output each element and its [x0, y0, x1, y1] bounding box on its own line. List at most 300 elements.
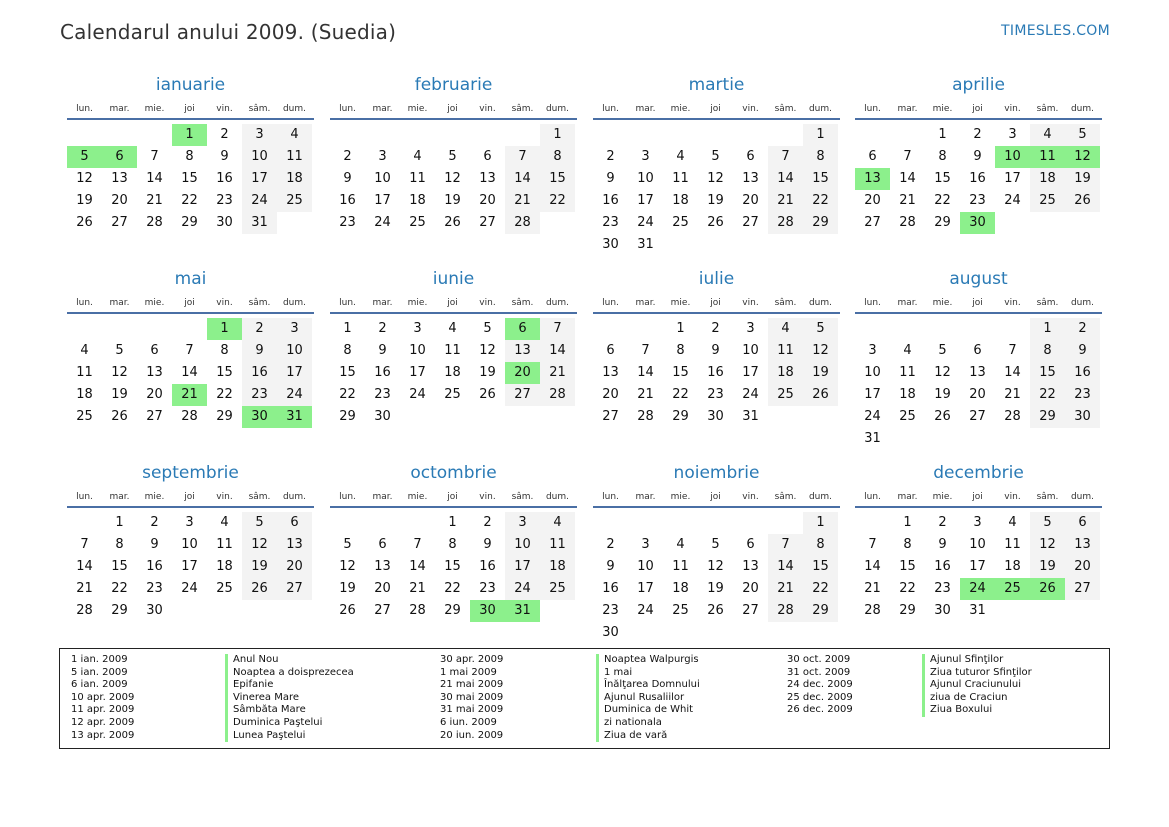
day-cell: 29 [1039, 409, 1056, 424]
legend-date: 12 apr. 2009 [71, 716, 135, 728]
day-cell: 5 [483, 321, 492, 336]
legend-date: 24 dec. 2009 [787, 679, 853, 691]
day-cell: 12 [251, 537, 268, 552]
day-cell: 17 [251, 171, 268, 186]
day-cell: 14 [514, 171, 531, 186]
month-noiembrie [593, 462, 840, 640]
day-grid [593, 508, 840, 640]
day-cell: 3 [868, 343, 877, 358]
weekday-label: dum. [282, 492, 307, 502]
weekday-label: joi [710, 492, 721, 502]
day-cell: 15 [812, 171, 829, 186]
day-cell: 15 [339, 365, 356, 380]
day-cell: 23 [479, 581, 496, 596]
day-cell: 16 [602, 193, 619, 208]
holiday-day-cell: 5 [67, 146, 102, 168]
day-cell: 31 [637, 237, 654, 252]
day-cell: 8 [816, 149, 825, 164]
day-cell: 20 [742, 193, 759, 208]
month-mai [67, 268, 314, 446]
day-cell: 27 [1074, 581, 1091, 596]
holiday-day-cell: 24 [960, 578, 995, 600]
day-cell: 23 [934, 581, 951, 596]
day-cell: 21 [146, 193, 163, 208]
holiday-day-cell: 30 [470, 600, 505, 622]
day-cell: 15 [934, 171, 951, 186]
day-cell: 23 [146, 581, 163, 596]
day-cell: 29 [812, 603, 829, 618]
day-cell: 14 [1004, 365, 1021, 380]
day-cell: 24 [637, 215, 654, 230]
day-cell: 26 [1074, 193, 1091, 208]
day-cell: 8 [903, 537, 912, 552]
weekday-label: lun. [339, 104, 356, 114]
day-cell: 22 [934, 193, 951, 208]
day-cell: 28 [76, 603, 93, 618]
day-cell: 8 [938, 149, 947, 164]
day-cell: 9 [150, 537, 159, 552]
day-cell: 2 [711, 321, 720, 336]
legend-date: 26 dec. 2009 [787, 704, 853, 716]
day-cell: 28 [777, 603, 794, 618]
day-cell: 17 [181, 559, 198, 574]
day-cell: 21 [1004, 387, 1021, 402]
weekday-label: mar. [109, 298, 130, 308]
day-cell: 19 [1074, 171, 1091, 186]
day-cell: 25 [1039, 193, 1056, 208]
weekday-label: vin. [742, 104, 759, 114]
weekday-label: dum. [1070, 104, 1095, 114]
month-martie [593, 74, 840, 252]
legend-date: 10 apr. 2009 [71, 691, 135, 703]
weekday-label: mar. [635, 492, 656, 502]
day-cell: 24 [251, 193, 268, 208]
day-cell: 22 [1039, 387, 1056, 402]
day-cell: 6 [746, 537, 755, 552]
day-cell: 22 [111, 581, 128, 596]
day-cell: 20 [602, 387, 619, 402]
legend-date: 11 apr. 2009 [71, 704, 135, 716]
weekday-label: joi [972, 492, 983, 502]
day-cell: 7 [641, 343, 650, 358]
weekday-label: sâm. [1036, 492, 1059, 502]
day-cell: 25 [899, 409, 916, 424]
day-cell: 1 [1043, 321, 1052, 336]
day-cell: 5 [448, 149, 457, 164]
day-cell: 17 [374, 193, 391, 208]
weekday-label: mar. [635, 298, 656, 308]
day-cell: 28 [181, 409, 198, 424]
day-cell: 11 [216, 537, 233, 552]
day-cell: 4 [448, 321, 457, 336]
day-cell: 19 [444, 193, 461, 208]
day-cell: 17 [742, 365, 759, 380]
day-cell: 28 [864, 603, 881, 618]
day-cell: 9 [483, 537, 492, 552]
day-cell: 15 [672, 365, 689, 380]
day-cell: 6 [483, 149, 492, 164]
weekday-label: joi [447, 298, 458, 308]
day-cell: 8 [676, 343, 685, 358]
weekday-label: mie. [407, 298, 428, 308]
holiday-day-cell: 10 [995, 146, 1030, 168]
legend-holiday-name: Ziua de vară [596, 730, 700, 743]
holiday-day-cell: 6 [102, 146, 137, 168]
day-cell: 5 [343, 537, 352, 552]
day-grid [330, 120, 577, 252]
day-cell: 30 [934, 603, 951, 618]
day-cell: 27 [286, 581, 303, 596]
month-name: noiembrie [673, 463, 760, 483]
day-cell: 7 [518, 149, 527, 164]
weekday-label: lun. [864, 298, 881, 308]
day-cell: 2 [343, 149, 352, 164]
day-cell: 15 [181, 171, 198, 186]
day-grid [67, 508, 314, 640]
weekday-header [593, 294, 840, 314]
weekday-label: lun. [76, 298, 93, 308]
day-cell: 20 [864, 193, 881, 208]
legend-holiday-name: Duminica de Whit [596, 704, 700, 717]
holiday-day-cell: 1 [172, 124, 207, 146]
day-cell: 4 [1008, 515, 1017, 530]
weekday-label: mar. [372, 104, 393, 114]
day-cell: 6 [746, 149, 755, 164]
weekday-header [855, 100, 1102, 120]
day-cell: 10 [374, 171, 391, 186]
day-cell: 27 [111, 215, 128, 230]
day-cell: 17 [637, 193, 654, 208]
legend-name-column [596, 654, 700, 742]
day-cell: 31 [742, 409, 759, 424]
day-cell: 19 [251, 559, 268, 574]
month-name: iulie [698, 269, 735, 289]
holiday-day-cell: 30 [242, 406, 277, 428]
day-cell: 5 [115, 343, 124, 358]
day-cell: 10 [181, 537, 198, 552]
day-cell: 16 [1074, 365, 1091, 380]
day-cell: 14 [549, 343, 566, 358]
day-cell: 18 [672, 193, 689, 208]
day-cell: 8 [185, 149, 194, 164]
day-cell: 24 [374, 215, 391, 230]
legend-date: 1 mai 2009 [440, 666, 497, 678]
day-cell: 16 [934, 559, 951, 574]
day-cell: 12 [111, 365, 128, 380]
weekday-label: dum. [545, 104, 570, 114]
weekday-label: joi [972, 104, 983, 114]
day-cell: 4 [676, 537, 685, 552]
day-cell: 2 [150, 515, 159, 530]
holiday-day-cell: 20 [505, 362, 540, 384]
day-cell: 28 [549, 387, 566, 402]
weekday-label: mar. [372, 492, 393, 502]
day-cell: 18 [76, 387, 93, 402]
legend-holiday-name: Ziua Boxului [922, 704, 1032, 717]
day-cell: 4 [676, 149, 685, 164]
day-cell: 11 [777, 343, 794, 358]
day-cell: 3 [518, 515, 527, 530]
day-cell: 11 [444, 343, 461, 358]
brand-link[interactable]: TIMESLES.COM [1001, 23, 1110, 39]
day-cell: 11 [549, 537, 566, 552]
day-cell: 22 [672, 387, 689, 402]
month-septembrie [67, 462, 314, 640]
day-cell: 25 [286, 193, 303, 208]
day-cell: 23 [707, 387, 724, 402]
day-cell: 19 [812, 365, 829, 380]
day-cell: 16 [374, 365, 391, 380]
weekday-label: mar. [635, 104, 656, 114]
day-cell: 18 [549, 559, 566, 574]
day-cell: 3 [641, 149, 650, 164]
day-cell: 14 [637, 365, 654, 380]
weekday-label: lun. [339, 492, 356, 502]
day-cell: 3 [413, 321, 422, 336]
month-iunie [330, 268, 577, 446]
holiday-day-cell: 21 [172, 384, 207, 406]
day-cell: 23 [216, 193, 233, 208]
weekday-header [67, 100, 314, 120]
day-cell: 20 [479, 193, 496, 208]
legend-date: 25 dec. 2009 [787, 691, 853, 703]
day-cell: 11 [286, 149, 303, 164]
day-grid [855, 314, 1102, 446]
day-grid [330, 508, 577, 640]
weekday-label: lun. [602, 492, 619, 502]
weekday-label: sâm. [248, 298, 271, 308]
day-cell: 10 [514, 537, 531, 552]
day-cell: 4 [553, 515, 562, 530]
day-cell: 17 [286, 365, 303, 380]
day-cell: 13 [374, 559, 391, 574]
weekday-label: mie. [932, 298, 953, 308]
legend-holiday-name: Ajunul Rusaliilor [596, 692, 700, 705]
weekday-header [330, 488, 577, 508]
day-cell: 13 [479, 171, 496, 186]
day-cell: 24 [864, 409, 881, 424]
day-cell: 22 [812, 581, 829, 596]
day-cell: 15 [549, 171, 566, 186]
day-cell: 18 [409, 193, 426, 208]
weekday-label: dum. [808, 104, 833, 114]
day-cell: 28 [146, 215, 163, 230]
day-cell: 3 [185, 515, 194, 530]
day-cell: 24 [742, 387, 759, 402]
weekday-header [855, 488, 1102, 508]
day-cell: 18 [444, 365, 461, 380]
day-cell: 2 [378, 321, 387, 336]
day-cell: 11 [672, 559, 689, 574]
day-cell: 21 [409, 581, 426, 596]
day-cell: 4 [1043, 127, 1052, 142]
day-cell: 5 [1043, 515, 1052, 530]
day-cell: 6 [378, 537, 387, 552]
legend-holiday-name: ziua de Craciun [922, 692, 1032, 705]
legend-date: 6 iun. 2009 [440, 716, 497, 728]
weekday-header [67, 294, 314, 314]
day-cell: 14 [899, 171, 916, 186]
day-cell: 30 [707, 409, 724, 424]
day-cell: 3 [255, 127, 264, 142]
weekday-header [593, 488, 840, 508]
weekday-label: dum. [545, 298, 570, 308]
holiday-day-cell: 31 [277, 406, 312, 428]
weekday-label: sâm. [511, 104, 534, 114]
legend-holiday-name: Anul Nou [225, 654, 354, 667]
day-cell: 19 [707, 193, 724, 208]
day-cell: 9 [378, 343, 387, 358]
day-cell: 14 [146, 171, 163, 186]
weekday-label: dum. [282, 298, 307, 308]
day-cell: 20 [146, 387, 163, 402]
day-cell: 25 [672, 603, 689, 618]
day-cell: 14 [76, 559, 93, 574]
legend-holiday-name: Sâmbăta Mare [225, 704, 354, 717]
day-cell: 16 [251, 365, 268, 380]
month-ianuarie [67, 74, 314, 252]
day-cell: 16 [602, 581, 619, 596]
day-cell: 9 [973, 149, 982, 164]
weekday-label: vin. [1004, 492, 1021, 502]
day-cell: 2 [1078, 321, 1087, 336]
holiday-day-cell: 25 [995, 578, 1030, 600]
legend-holiday-name: 1 mai [596, 667, 700, 680]
day-cell: 6 [150, 343, 159, 358]
day-cell: 25 [549, 581, 566, 596]
day-cell: 12 [76, 171, 93, 186]
holiday-legend [59, 648, 1110, 749]
day-cell: 2 [606, 537, 615, 552]
day-cell: 25 [777, 387, 794, 402]
day-cell: 16 [216, 171, 233, 186]
day-cell: 26 [479, 387, 496, 402]
day-cell: 28 [899, 215, 916, 230]
day-cell: 10 [969, 537, 986, 552]
weekday-label: dum. [1070, 492, 1095, 502]
day-cell: 4 [220, 515, 229, 530]
weekday-label: lun. [76, 492, 93, 502]
day-cell: 12 [479, 343, 496, 358]
day-grid [67, 120, 314, 252]
day-cell: 9 [220, 149, 229, 164]
weekday-label: mar. [897, 104, 918, 114]
day-cell: 15 [111, 559, 128, 574]
day-cell: 31 [864, 431, 881, 446]
day-cell: 27 [969, 409, 986, 424]
legend-date: 20 iun. 2009 [440, 729, 504, 741]
day-cell: 10 [864, 365, 881, 380]
day-cell: 1 [553, 127, 562, 142]
month-februarie [330, 74, 577, 252]
weekday-label: joi [447, 104, 458, 114]
day-cell: 27 [374, 603, 391, 618]
day-cell: 4 [413, 149, 422, 164]
day-cell: 14 [181, 365, 198, 380]
day-cell: 31 [251, 215, 268, 230]
day-cell: 21 [514, 193, 531, 208]
day-cell: 10 [742, 343, 759, 358]
legend-date: 31 mai 2009 [440, 704, 504, 716]
weekday-label: joi [184, 298, 195, 308]
weekday-label: lun. [864, 492, 881, 502]
day-cell: 16 [707, 365, 724, 380]
weekday-label: joi [710, 104, 721, 114]
day-cell: 13 [146, 365, 163, 380]
day-cell: 18 [286, 171, 303, 186]
day-cell: 26 [444, 215, 461, 230]
day-cell: 2 [938, 515, 947, 530]
month-name: aprilie [952, 75, 1005, 95]
weekday-label: joi [447, 492, 458, 502]
month-name: februarie [414, 75, 493, 95]
weekday-label: vin. [216, 492, 233, 502]
holiday-day-cell: 11 [1030, 146, 1065, 168]
day-cell: 11 [899, 365, 916, 380]
day-cell: 10 [637, 559, 654, 574]
day-cell: 19 [1039, 559, 1056, 574]
day-cell: 8 [115, 537, 124, 552]
day-cell: 7 [868, 537, 877, 552]
day-cell: 29 [444, 603, 461, 618]
day-cell: 25 [444, 387, 461, 402]
weekday-label: dum. [1070, 298, 1095, 308]
day-cell: 10 [251, 149, 268, 164]
day-cell: 8 [816, 537, 825, 552]
day-cell: 7 [781, 149, 790, 164]
day-cell: 5 [816, 321, 825, 336]
day-cell: 23 [251, 387, 268, 402]
day-cell: 29 [181, 215, 198, 230]
day-cell: 25 [76, 409, 93, 424]
day-cell: 12 [707, 171, 724, 186]
day-cell: 24 [1004, 193, 1021, 208]
day-cell: 17 [1004, 171, 1021, 186]
month-name: ianuarie [155, 75, 226, 95]
day-cell: 27 [742, 215, 759, 230]
day-cell: 1 [816, 127, 825, 142]
weekday-label: mar. [372, 298, 393, 308]
day-cell: 14 [777, 559, 794, 574]
holiday-day-cell: 30 [960, 212, 995, 234]
holiday-day-cell: 13 [855, 168, 890, 190]
day-cell: 18 [672, 581, 689, 596]
day-cell: 11 [672, 171, 689, 186]
day-cell: 15 [1039, 365, 1056, 380]
weekday-label: mie. [670, 492, 691, 502]
weekday-label: mie. [407, 492, 428, 502]
weekday-label: sâm. [774, 298, 797, 308]
day-cell: 27 [146, 409, 163, 424]
day-cell: 13 [602, 365, 619, 380]
day-cell: 2 [973, 127, 982, 142]
legend-date: 1 ian. 2009 [71, 654, 128, 665]
day-cell: 2 [606, 149, 615, 164]
day-cell: 1 [816, 515, 825, 530]
legend-name-column [922, 654, 1032, 717]
calendar-grid [67, 74, 1102, 640]
day-cell: 14 [409, 559, 426, 574]
day-cell: 23 [1074, 387, 1091, 402]
weekday-label: mie. [144, 298, 165, 308]
day-cell: 15 [216, 365, 233, 380]
weekday-label: vin. [216, 298, 233, 308]
day-cell: 12 [339, 559, 356, 574]
day-cell: 12 [707, 559, 724, 574]
day-cell: 24 [181, 581, 198, 596]
day-cell: 17 [409, 365, 426, 380]
weekday-label: lun. [864, 104, 881, 114]
